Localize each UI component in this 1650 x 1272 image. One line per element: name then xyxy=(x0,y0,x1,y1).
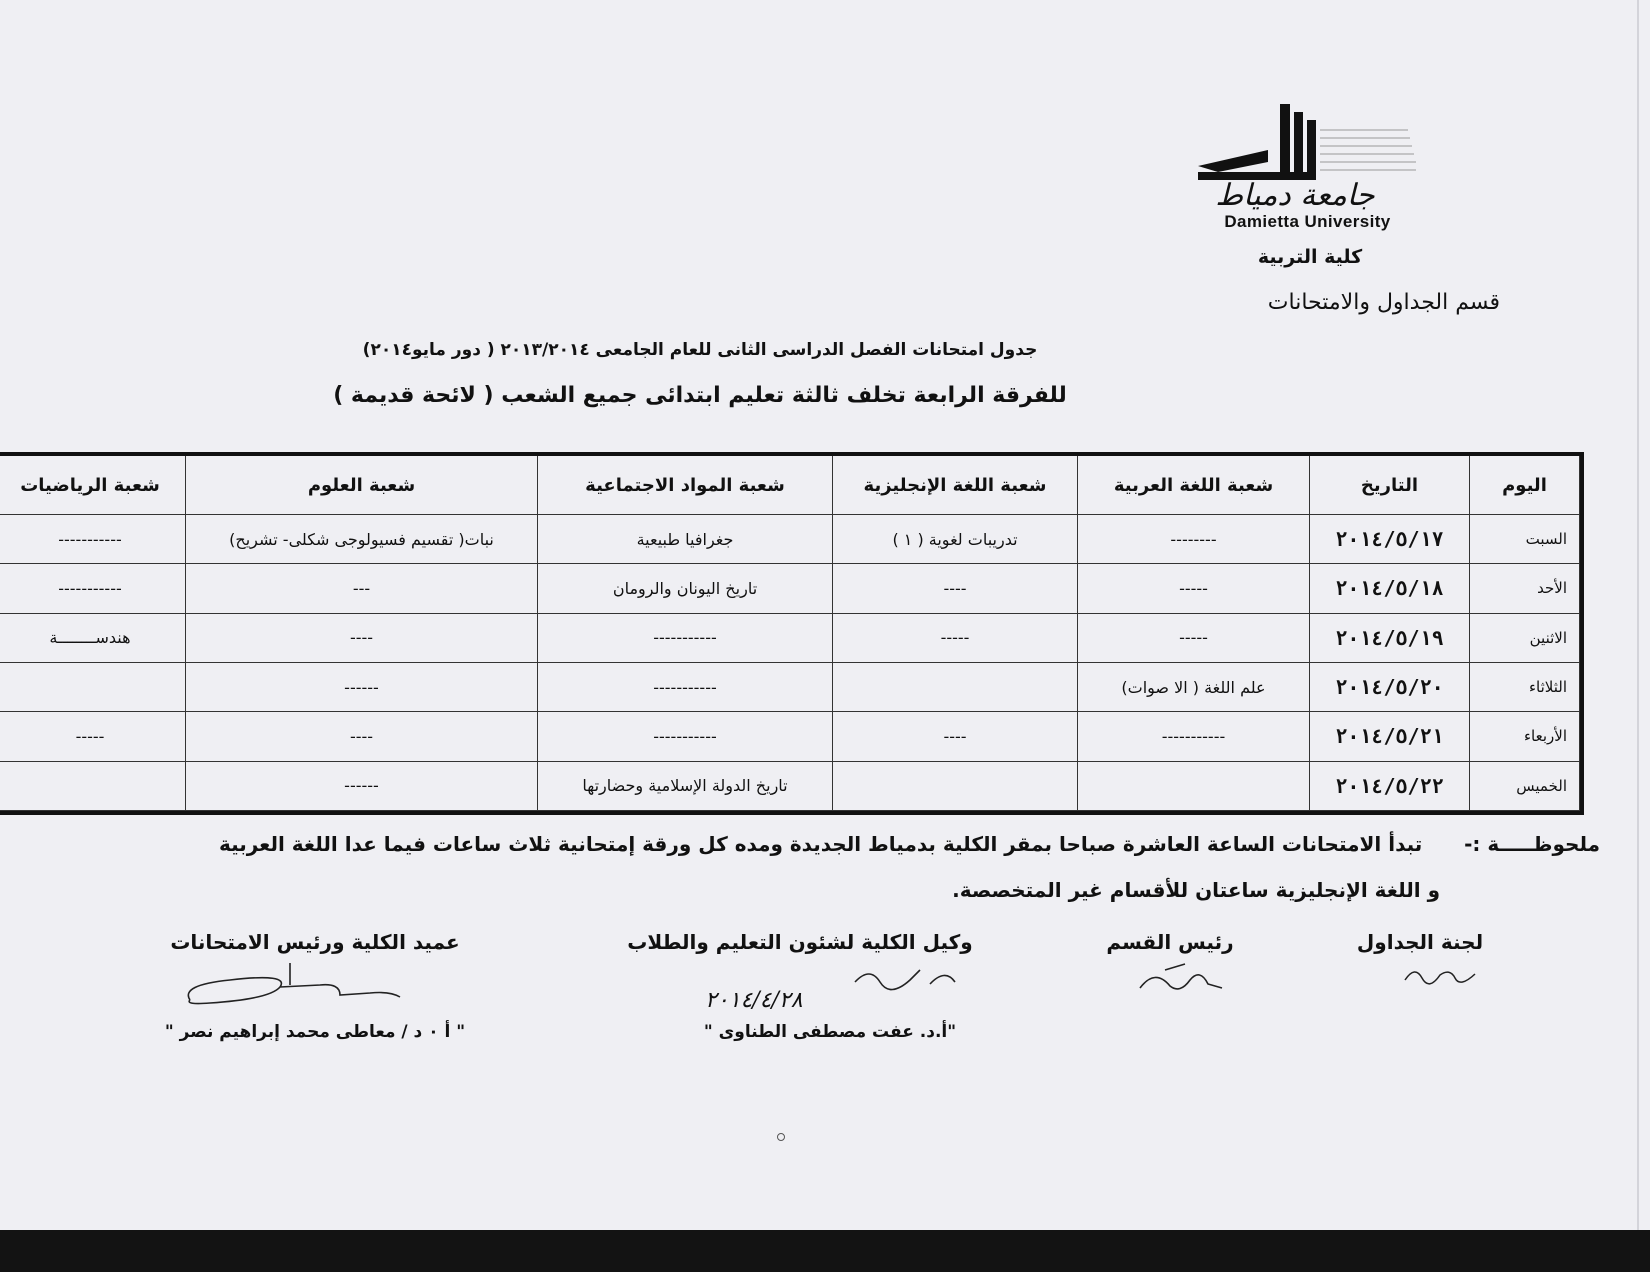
note-line-1 xyxy=(120,832,1600,856)
cell-arabic xyxy=(1078,761,1310,810)
schedule-subtitle: للفرقة الرابعة تخلف ثالثة تعليم ابتدائى جميع الشعب ( لائحة قديمة ) xyxy=(333,383,1067,408)
cell-day: الاثنين xyxy=(1470,613,1580,662)
table-row xyxy=(0,515,1580,564)
cell-science: ---- xyxy=(186,613,538,662)
cell-date: ٢٠١٤/٥/١٧ xyxy=(1310,515,1470,564)
note-text-1: تبدأ الامتحانات الساعة العاشرة صباحا بمقر الكلية بدمياط الجديدة ومده كل ورقة إمتحانية ثلاث ساعات فيما عدا اللغة العربية xyxy=(218,832,1423,856)
cell-science: نبات( تقسيم فسيولوجى شكلى- تشريح) xyxy=(186,515,538,564)
vice-dean-signature xyxy=(850,962,960,992)
cell-english xyxy=(833,662,1078,711)
cell-english xyxy=(833,761,1078,810)
cell-science: ---- xyxy=(186,712,538,761)
cell-date: ٢٠١٤/٥/٢٠ xyxy=(1310,662,1470,711)
cell-social-studies: تاريخ الدولة الإسلامية وحضارتها xyxy=(538,761,833,810)
cell-day: الأحد xyxy=(1470,564,1580,613)
cell-arabic: علم اللغة ( الا صوات) xyxy=(1078,662,1310,711)
table-row xyxy=(0,662,1580,711)
cell-math: ----------- xyxy=(0,515,186,564)
vice-dean-title: وكيل الكلية لشئون التعليم والطلاب xyxy=(627,930,973,954)
cell-arabic: ----- xyxy=(1078,613,1310,662)
cell-english: ----- xyxy=(833,613,1078,662)
header-social-studies: شعبة المواد الاجتماعية xyxy=(538,456,833,515)
cell-math: هندســــــــة xyxy=(0,613,186,662)
cell-day: الأربعاء xyxy=(1470,712,1580,761)
note-label: ملحوظـــــة :- xyxy=(1464,832,1600,856)
cell-social-studies: تاريخ اليونان والرومان xyxy=(538,564,833,613)
vice-dean-name: "أ.د. عفت مصطفى الطناوى " xyxy=(703,1022,957,1042)
dean-name: " أ ٠ د / معاطى محمد إبراهيم نصر " xyxy=(164,1022,466,1042)
university-name-english: Damietta University xyxy=(1224,212,1391,231)
scan-bottom-band xyxy=(0,1230,1650,1272)
table-row xyxy=(0,613,1580,662)
dept-head-signature xyxy=(1130,958,1230,998)
header-english: شعبة اللغة الإنجليزية xyxy=(833,456,1078,515)
header-day: اليوم xyxy=(1470,456,1580,515)
cell-math: ----- xyxy=(0,712,186,761)
cell-date: ٢٠١٤/٥/٢١ xyxy=(1310,712,1470,761)
cell-date: ٢٠١٤/٥/١٨ xyxy=(1310,564,1470,613)
page-dot-mark xyxy=(777,1133,785,1141)
vice-dean-sign-date: ٢٠١٤/٤/٢٨ xyxy=(705,988,803,1013)
header-math: شعبة الرياضيات xyxy=(0,456,186,515)
cell-english: ---- xyxy=(833,564,1078,613)
university-name-arabic: جامعة دمياط xyxy=(1215,178,1375,213)
cell-english: ---- xyxy=(833,712,1078,761)
header-date: التاريخ xyxy=(1310,456,1470,515)
cell-social-studies: جغرافيا طبيعية xyxy=(538,515,833,564)
dept-head-title: رئيس القسم xyxy=(1106,930,1234,954)
cell-social-studies: ----------- xyxy=(538,712,833,761)
cell-science: ------ xyxy=(186,662,538,711)
committee-signature xyxy=(1400,960,1480,990)
cell-math: ----------- xyxy=(0,564,186,613)
cell-day: الخميس xyxy=(1470,761,1580,810)
header-science: شعبة العلوم xyxy=(186,456,538,515)
dean-signature xyxy=(170,955,420,1015)
cell-science: ------ xyxy=(186,761,538,810)
table-header-row xyxy=(0,456,1580,515)
faculty-name: كلية التربية xyxy=(1257,246,1363,268)
note-line-2: و اللغة الإنجليزية ساعتان للأقسام غير المتخصصة. xyxy=(952,878,1440,902)
cell-day: الثلاثاء xyxy=(1470,662,1580,711)
header-arabic: شعبة اللغة العربية xyxy=(1078,456,1310,515)
table-row xyxy=(0,761,1580,810)
cell-social-studies: ----------- xyxy=(538,613,833,662)
cell-arabic: -------- xyxy=(1078,515,1310,564)
exam-schedule-table xyxy=(0,452,1584,815)
table-row xyxy=(0,712,1580,761)
cell-date: ٢٠١٤/٥/١٩ xyxy=(1310,613,1470,662)
cell-day: السبت xyxy=(1470,515,1580,564)
cell-math xyxy=(0,761,186,810)
cell-arabic: ----- xyxy=(1078,564,1310,613)
cell-date: ٢٠١٤/٥/٢٢ xyxy=(1310,761,1470,810)
schedule-title: جدول امتحانات الفصل الدراسى الثانى للعام الجامعى ٢٠١٣/٢٠١٤ ( دور مايو٢٠١٤) xyxy=(362,340,1038,360)
cell-arabic: ----------- xyxy=(1078,712,1310,761)
schedules-committee-title: لجنة الجداول xyxy=(1356,930,1484,954)
cell-english: تدريبات لغوية ( ١ ) xyxy=(833,515,1078,564)
cell-math xyxy=(0,662,186,711)
department-name: قسم الجداول والامتحانات xyxy=(1267,290,1500,315)
cell-science: --- xyxy=(186,564,538,613)
table-row xyxy=(0,564,1580,613)
dean-title: عميد الكلية ورئيس الامتحانات xyxy=(170,930,460,954)
page-edge-line xyxy=(1637,0,1639,1230)
cell-social-studies: ----------- xyxy=(538,662,833,711)
